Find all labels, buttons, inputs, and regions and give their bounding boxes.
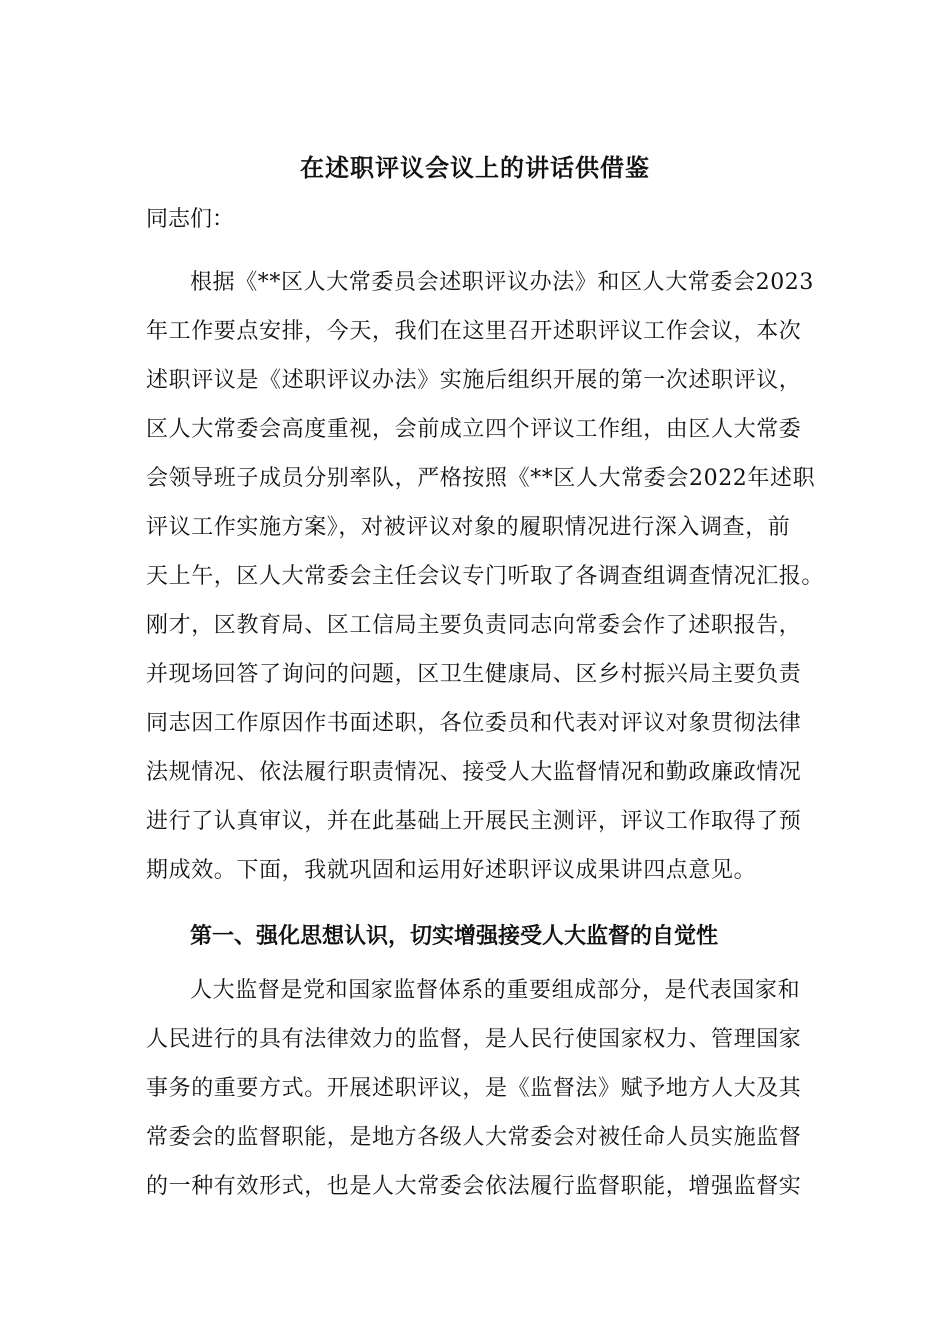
paragraph-line: 刚才，区教育局、区工信局主要负责同志向常委会作了述职报告， <box>146 613 802 638</box>
paragraph-line: 期成效。下面，我就巩固和运用好述职评议成果讲四点意见。 <box>146 858 757 883</box>
paragraph-line: 人民进行的具有法律效力的监督，是人民行使国家权力、管理国家 <box>146 1027 802 1052</box>
paragraph-line: 事务的重要方式。开展述职评议，是《监督法》赋予地方人大及其 <box>146 1076 802 1101</box>
paragraph-supervision <box>146 966 806 1211</box>
paragraph-line: 年工作要点安排，今天，我们在这里召开述职评议工作会议，本次 <box>146 319 802 344</box>
paragraph-line: 的一种有效形式，也是人大常委会依法履行监督职能，增强监督实 <box>146 1174 802 1199</box>
paragraph-line: 人大监督是党和国家监督体系的重要组成部分，是代表国家和 <box>190 978 801 1003</box>
paragraph-intro <box>146 258 825 895</box>
paragraph-line: 常委会的监督职能，是地方各级人大常委会对被任命人员实施监督 <box>146 1125 802 1150</box>
paragraph-line: 述职评议是《述职评议办法》实施后组织开展的第一次述职评议， <box>146 368 802 393</box>
paragraph-line: 会领导班子成员分别率队，严格按照《**区人大常委会2022年述职 <box>146 466 816 491</box>
document-title: 在述职评议会议上的讲话供借鉴 <box>300 153 650 182</box>
paragraph-line: 天上午，区人大常委会主任会议专门听取了各调查组调查情况汇报。 <box>146 564 825 589</box>
salutation: 同志们： <box>146 207 235 232</box>
paragraph-line: 区人大常委会高度重视，会前成立四个评议工作组，由区人大常委 <box>146 417 802 442</box>
section-heading: 第一、强化思想认识，切实增强接受人大监督的自觉性 <box>190 923 719 949</box>
paragraph-line: 根据《**区人大常委员会述职评议办法》和区人大常委会2023 <box>190 270 814 295</box>
paragraph-line: 进行了认真审议，并在此基础上开展民主测评，评议工作取得了预 <box>146 809 802 834</box>
paragraph-line: 同志因工作原因作书面述职，各位委员和代表对评议对象贯彻法律 <box>146 711 802 736</box>
paragraph-line: 法规情况、依法履行职责情况、接受人大监督情况和勤政廉政情况 <box>146 760 802 785</box>
paragraph-line: 并现场回答了询问的问题，区卫生健康局、区乡村振兴局主要负责 <box>146 662 802 687</box>
paragraph-line: 评议工作实施方案》，对被评议对象的履职情况进行深入调查，前 <box>146 515 791 540</box>
